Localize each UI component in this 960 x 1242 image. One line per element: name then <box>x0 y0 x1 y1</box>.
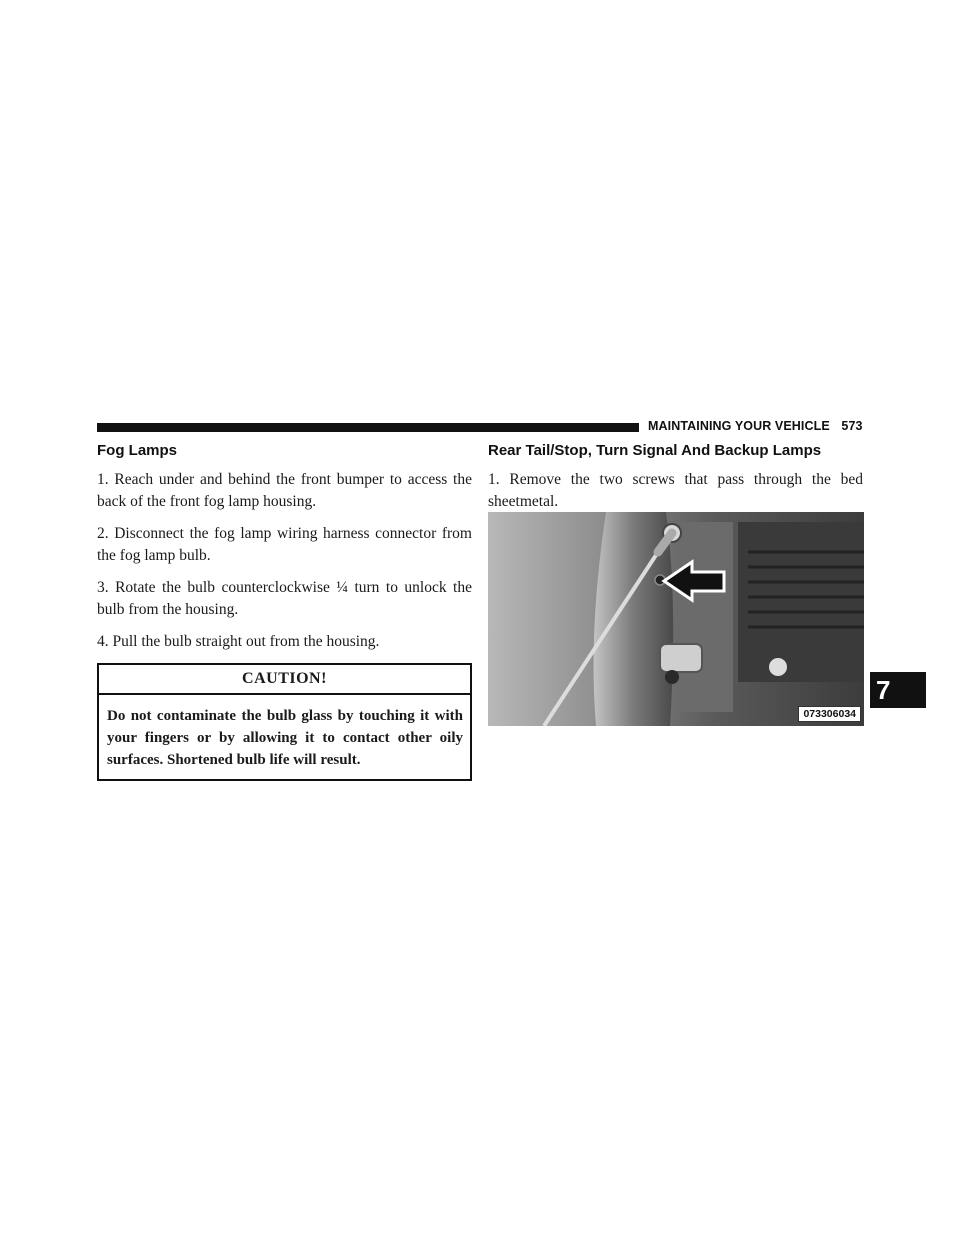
fog-step-2: 2. Disconnect the fog lamp wiring harness connector from the fog lamp bulb. <box>97 525 472 564</box>
tail-lamp-photo <box>488 512 864 726</box>
figure-id-label: 073306034 <box>798 706 861 722</box>
section-title: MAINTAINING YOUR VEHICLE <box>648 419 830 433</box>
caution-box <box>97 663 472 781</box>
page-number: 573 <box>841 419 863 433</box>
chapter-tab[interactable]: 7 <box>870 672 926 708</box>
fog-step-4: 4. Pull the bulb straight out from the housing. <box>97 633 380 650</box>
rear-step-1: 1. Remove the two screws that pass through the bed sheetmetal. <box>488 471 863 510</box>
tail-lamp-illustration <box>488 512 864 726</box>
fog-step-1: 1. Reach under and behind the front bumper to access the back of the front fog lamp housing. <box>97 471 472 510</box>
fog-lamps-heading: Fog Lamps <box>97 442 178 459</box>
left-column <box>97 442 472 781</box>
page-header <box>648 419 863 433</box>
right-column <box>488 442 863 523</box>
caution-text: Do not contaminate the bulb glass by touching it with your fingers or by allowing it to contact other oily surfaces. Shortened bulb life will result. <box>107 708 463 768</box>
header-rule <box>97 423 639 432</box>
caution-title: CAUTION! <box>99 665 470 695</box>
fog-step-3: 3. Rotate the bulb counterclockwise ¼ turn to unlock the bulb from the housing. <box>97 579 472 618</box>
rear-lamps-heading: Rear Tail/Stop, Turn Signal And Backup Lamps <box>488 442 822 459</box>
